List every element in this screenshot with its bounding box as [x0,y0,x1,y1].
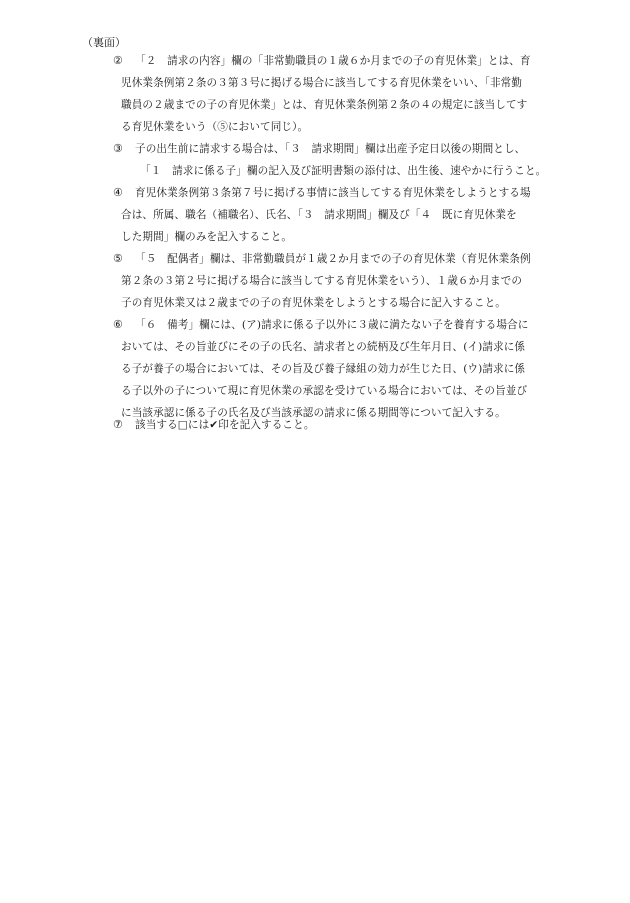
note-number: ⑤ [113,252,123,265]
note-line: 育児休業条例第３条第７号に掲げる事情に該当してする育児休業をしようとする場 [135,187,531,199]
note-line: 「６ 備考」欄には、(ア)請求に係る子以外に３歳に満たない子を養育する場合に [135,319,529,331]
note-line: 子の出生前に請求する場合は、「３ 請求期間」欄は出産予定日以後の期間とし、 [135,143,526,155]
check-mark-icon: ✔ [209,419,219,431]
note-line: 「５ 配偶者」欄は、非常勤職員が１歳２か月までの子の育児休業（育児休業条例 [135,253,531,265]
note-number: ③ [113,142,123,155]
note-number: ② [113,54,123,67]
note-line: る子以外の子について現に育児休業の承認を受けている場合においては、その旨並び [121,385,528,397]
note-line: に当該承認に係る子の氏名及び当該承認の請求に係る期間等について記入する。 [121,407,506,419]
note-number: ④ [113,186,123,199]
note-line: 職員の２歳までの子の育児休業」とは、育児休業条例第２条の４の規定に該当してす [121,99,528,111]
note-line: 子の育児休業又は２歳までの子の育児休業をしようとする場合に記入すること。 [121,297,506,309]
note-line: 合は、所属、職名（補職名）、氏名、「３ 請求期間」欄及び「４ 既に育児休業を [121,209,517,221]
note-line: 「１ 請求に係る子」欄の記入及び証明書類の添付は、出生後、速やかに行うこと。 [140,165,547,177]
note-line: 児休業条例第２条の３第３号に掲げる場合に該当してする育児休業をいい、「非常勤 [121,77,523,89]
note-line: 「２ 請求の内容」欄の「非常勤職員の１歳６か月までの子の育児休業」とは、育 [135,55,531,67]
note-line: おいては、その旨並びにその子の氏名、請求者との続柄及び生年月日、(イ)請求に係 [121,341,526,353]
note-number: ⑦ [113,418,123,431]
note-line: 第２条の３第２号に掲げる場合に該当してする育児休業をいう）、１歳６か月までの [121,275,523,287]
note-text-before: 該当する□には [135,419,210,431]
note-text-after: 印を記入すること。 [218,419,315,431]
note-line: した期間」欄のみを記入すること。 [121,231,293,243]
note-line: る育児休業をいう（⑤において同じ）。 [121,121,309,133]
page-heading: （裏面） [82,36,126,49]
note-line [135,414,315,436]
note-number: ⑥ [113,318,123,331]
note-line: る子が養子の場合においては、その旨及び養子縁組の効力が生じた日、(ウ)請求に係 [121,363,526,375]
